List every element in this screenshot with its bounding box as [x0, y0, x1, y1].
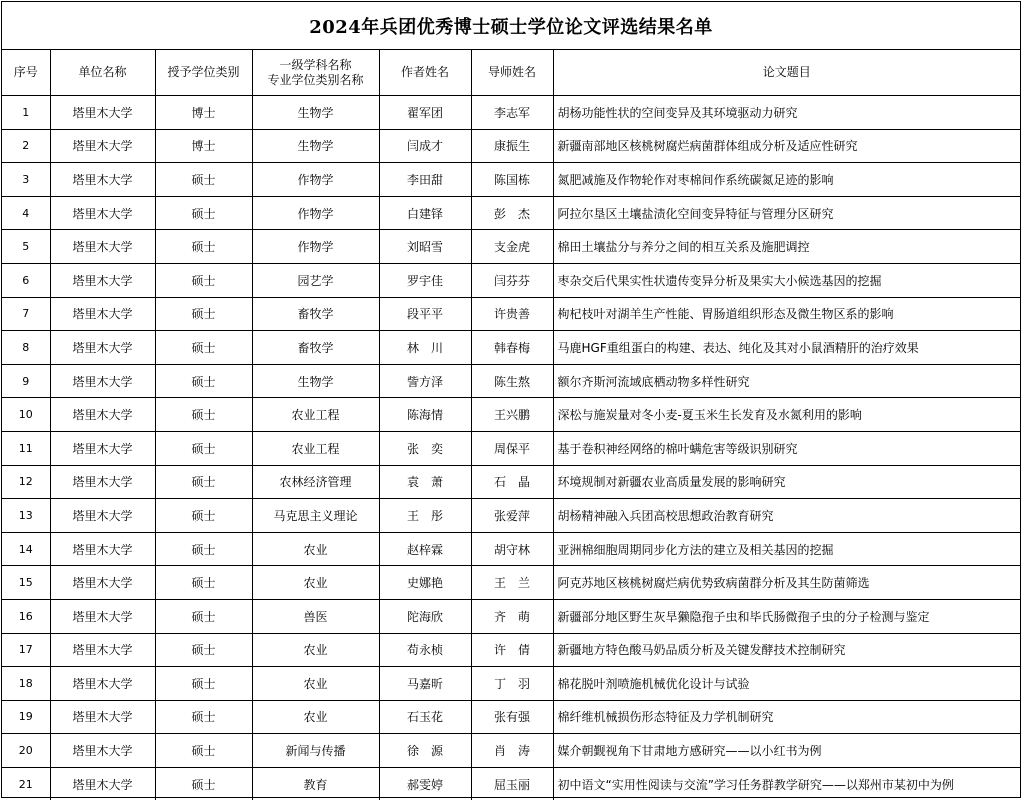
cell-topic: 阿拉尔垦区土壤盐渍化空间变异特征与管理分区研究 [553, 196, 1020, 230]
cell-advisor: 丁 羽 [471, 667, 553, 701]
results-table [2, 50, 1020, 800]
header-topic: 论文题目 [553, 50, 1020, 96]
cell-no: 8 [2, 331, 50, 365]
cell-degree: 硕士 [155, 431, 252, 465]
cell-author: 闫成才 [379, 129, 471, 163]
cell-advisor: 王 兰 [471, 566, 553, 600]
cell-degree: 硕士 [155, 196, 252, 230]
table-row [2, 263, 1020, 297]
table-row [2, 398, 1020, 432]
cell-advisor: 屈玉丽 [471, 767, 553, 800]
cell-topic: 胡杨功能性状的空间变异及其环境驱动力研究 [553, 96, 1020, 130]
header-discipline-line1: 一级学科名称 [279, 57, 352, 72]
cell-author: 陈海情 [379, 398, 471, 432]
table-row [2, 96, 1020, 130]
cell-author: 苟永桢 [379, 633, 471, 667]
cell-unit: 塔里木大学 [50, 364, 155, 398]
cell-author: 郝雯婷 [379, 767, 471, 800]
cell-no: 17 [2, 633, 50, 667]
cell-author: 白建铎 [379, 196, 471, 230]
header-degree: 授予学位类别 [155, 50, 252, 96]
table-row [2, 532, 1020, 566]
cell-no: 9 [2, 364, 50, 398]
cell-advisor: 陈生熬 [471, 364, 553, 398]
cell-unit: 塔里木大学 [50, 599, 155, 633]
cell-author: 林 川 [379, 331, 471, 365]
cell-degree: 硕士 [155, 734, 252, 768]
table-row [2, 431, 1020, 465]
header-no: 序号 [2, 50, 50, 96]
header-discipline-line2: 专业学位类别名称 [267, 72, 364, 87]
cell-degree: 硕士 [155, 465, 252, 499]
cell-unit: 塔里木大学 [50, 734, 155, 768]
cell-unit: 塔里木大学 [50, 465, 155, 499]
cell-discipline: 作物学 [252, 163, 379, 197]
cell-unit: 塔里木大学 [50, 499, 155, 533]
cell-topic: 额尔齐斯河流域底栖动物多样性研究 [553, 364, 1020, 398]
cell-author: 张 奕 [379, 431, 471, 465]
cell-discipline: 畜牧学 [252, 297, 379, 331]
cell-advisor: 张爱萍 [471, 499, 553, 533]
cell-author: 徐 源 [379, 734, 471, 768]
cell-no: 6 [2, 263, 50, 297]
cell-no: 16 [2, 599, 50, 633]
cell-unit: 塔里木大学 [50, 398, 155, 432]
cell-unit: 塔里木大学 [50, 263, 155, 297]
cell-degree: 硕士 [155, 532, 252, 566]
cell-author: 刘昭雪 [379, 230, 471, 264]
cell-unit: 塔里木大学 [50, 532, 155, 566]
cell-unit: 塔里木大学 [50, 667, 155, 701]
cell-author: 史娜艳 [379, 566, 471, 600]
cell-discipline: 农业工程 [252, 398, 379, 432]
cell-advisor: 陈国栋 [471, 163, 553, 197]
cell-degree: 硕士 [155, 163, 252, 197]
table-row [2, 734, 1020, 768]
table-row [2, 767, 1020, 800]
cell-advisor: 彭 杰 [471, 196, 553, 230]
cell-unit: 塔里木大学 [50, 230, 155, 264]
cell-author: 赵梓霖 [379, 532, 471, 566]
cell-author: 袁 萧 [379, 465, 471, 499]
cell-unit: 塔里木大学 [50, 196, 155, 230]
cell-discipline: 兽医 [252, 599, 379, 633]
cell-unit: 塔里木大学 [50, 700, 155, 734]
cell-author: 訾方泽 [379, 364, 471, 398]
cell-advisor: 肖 涛 [471, 734, 553, 768]
cell-no: 20 [2, 734, 50, 768]
cell-unit: 塔里木大学 [50, 566, 155, 600]
table-row [2, 297, 1020, 331]
cell-degree: 硕士 [155, 263, 252, 297]
cell-discipline: 作物学 [252, 196, 379, 230]
table-row [2, 499, 1020, 533]
cell-unit: 塔里木大学 [50, 96, 155, 130]
header-unit: 单位名称 [50, 50, 155, 96]
cell-topic: 枸杞枝叶对湖羊生产性能、胃肠道组织形态及微生物区系的影响 [553, 297, 1020, 331]
cell-topic: 环境规制对新疆农业高质量发展的影响研究 [553, 465, 1020, 499]
cell-discipline: 生物学 [252, 129, 379, 163]
cell-advisor: 齐 萌 [471, 599, 553, 633]
cell-topic: 新疆南部地区核桃树腐烂病菌群体组成分析及适应性研究 [553, 129, 1020, 163]
cell-topic: 枣杂交后代果实性状遗传变异分析及果实大小候选基因的挖掘 [553, 263, 1020, 297]
table-row [2, 230, 1020, 264]
cell-degree: 硕士 [155, 331, 252, 365]
cell-no: 1 [2, 96, 50, 130]
cell-degree: 硕士 [155, 398, 252, 432]
cell-unit: 塔里木大学 [50, 163, 155, 197]
table-row [2, 364, 1020, 398]
cell-advisor: 许 倩 [471, 633, 553, 667]
page-title: 2024年兵团优秀博士硕士学位论文评选结果名单 [2, 2, 1020, 50]
cell-advisor: 闫芬芬 [471, 263, 553, 297]
header-discipline [252, 50, 379, 96]
cell-unit: 塔里木大学 [50, 431, 155, 465]
cell-discipline: 新闻与传播 [252, 734, 379, 768]
cell-degree: 博士 [155, 96, 252, 130]
table-row [2, 129, 1020, 163]
cell-no: 5 [2, 230, 50, 264]
cell-unit: 塔里木大学 [50, 129, 155, 163]
cell-author: 翟军团 [379, 96, 471, 130]
cell-topic: 棉花脱叶剂喷施机械优化设计与试验 [553, 667, 1020, 701]
cell-author: 段平平 [379, 297, 471, 331]
cell-topic: 媒介朝觐视角下甘肃地方感研究——以小红书为例 [553, 734, 1020, 768]
cell-no: 3 [2, 163, 50, 197]
header-author: 作者姓名 [379, 50, 471, 96]
cell-degree: 硕士 [155, 633, 252, 667]
cell-degree: 硕士 [155, 599, 252, 633]
cell-no: 4 [2, 196, 50, 230]
cell-author: 马嘉昕 [379, 667, 471, 701]
cell-topic: 初中语文“实用性阅读与交流”学习任务群教学研究——以郑州市某初中为例 [553, 767, 1020, 800]
cell-unit: 塔里木大学 [50, 331, 155, 365]
cell-advisor: 康振生 [471, 129, 553, 163]
cell-degree: 博士 [155, 129, 252, 163]
cell-no: 14 [2, 532, 50, 566]
cell-degree: 硕士 [155, 767, 252, 800]
table-row [2, 465, 1020, 499]
cell-discipline: 生物学 [252, 364, 379, 398]
cell-author: 罗宇佳 [379, 263, 471, 297]
cell-degree: 硕士 [155, 230, 252, 264]
cell-author: 陀海欣 [379, 599, 471, 633]
table-row [2, 331, 1020, 365]
table-row [2, 667, 1020, 701]
cell-unit: 塔里木大学 [50, 633, 155, 667]
table-row [2, 633, 1020, 667]
cell-topic: 胡杨精神融入兵团高校思想政治教育研究 [553, 499, 1020, 533]
cell-unit: 塔里木大学 [50, 297, 155, 331]
cell-advisor: 周保平 [471, 431, 553, 465]
cell-discipline: 马克思主义理论 [252, 499, 379, 533]
cell-discipline: 农林经济管理 [252, 465, 379, 499]
cell-topic: 新疆地方特色酸马奶品质分析及关键发酵技术控制研究 [553, 633, 1020, 667]
cell-author: 石玉花 [379, 700, 471, 734]
cell-advisor: 张有强 [471, 700, 553, 734]
cell-topic: 基于卷积神经网络的棉叶螨危害等级识别研究 [553, 431, 1020, 465]
cell-topic: 棉纤维机械损伤形态特征及力学机制研究 [553, 700, 1020, 734]
table-row [2, 700, 1020, 734]
cell-topic: 亚洲棉细胞周期同步化方法的建立及相关基因的挖掘 [553, 532, 1020, 566]
cell-discipline: 园艺学 [252, 263, 379, 297]
header-row [2, 50, 1020, 96]
table-row [2, 566, 1020, 600]
cell-discipline: 生物学 [252, 96, 379, 130]
cell-discipline: 畜牧学 [252, 331, 379, 365]
cell-no: 13 [2, 499, 50, 533]
cell-no: 10 [2, 398, 50, 432]
cell-advisor: 支金虎 [471, 230, 553, 264]
cell-discipline: 农业 [252, 667, 379, 701]
cell-discipline: 教育 [252, 767, 379, 800]
cell-topic: 氮肥减施及作物轮作对枣棉间作系统碳氮足迹的影响 [553, 163, 1020, 197]
cell-discipline: 农业 [252, 566, 379, 600]
cell-topic: 深松与施炭量对冬小麦-夏玉米生长发育及水氮利用的影响 [553, 398, 1020, 432]
table-body [2, 96, 1020, 801]
cell-topic: 阿克苏地区核桃树腐烂病优势致病菌群分析及其生防菌筛选 [553, 566, 1020, 600]
cell-discipline: 作物学 [252, 230, 379, 264]
header-advisor: 导师姓名 [471, 50, 553, 96]
results-sheet [1, 1, 1021, 798]
cell-discipline: 农业 [252, 532, 379, 566]
cell-no: 21 [2, 767, 50, 800]
cell-topic: 马鹿HGF重组蛋白的构建、表达、纯化及其对小鼠酒精肝的治疗效果 [553, 331, 1020, 365]
cell-advisor: 石 晶 [471, 465, 553, 499]
cell-no: 15 [2, 566, 50, 600]
cell-no: 18 [2, 667, 50, 701]
cell-degree: 硕士 [155, 499, 252, 533]
cell-degree: 硕士 [155, 364, 252, 398]
cell-no: 2 [2, 129, 50, 163]
cell-author: 王 彤 [379, 499, 471, 533]
cell-topic: 新疆部分地区野生灰旱獭隐孢子虫和毕氏肠微孢子虫的分子检测与鉴定 [553, 599, 1020, 633]
cell-degree: 硕士 [155, 700, 252, 734]
cell-degree: 硕士 [155, 667, 252, 701]
cell-no: 12 [2, 465, 50, 499]
cell-no: 7 [2, 297, 50, 331]
cell-no: 11 [2, 431, 50, 465]
cell-advisor: 胡守林 [471, 532, 553, 566]
cell-advisor: 李志军 [471, 96, 553, 130]
table-row [2, 599, 1020, 633]
cell-author: 李田甜 [379, 163, 471, 197]
cell-degree: 硕士 [155, 297, 252, 331]
cell-advisor: 许贵善 [471, 297, 553, 331]
table-row [2, 196, 1020, 230]
cell-discipline: 农业 [252, 700, 379, 734]
cell-topic: 棉田土壤盐分与养分之间的相互关系及施肥调控 [553, 230, 1020, 264]
cell-no: 19 [2, 700, 50, 734]
cell-discipline: 农业工程 [252, 431, 379, 465]
cell-degree: 硕士 [155, 566, 252, 600]
cell-advisor: 韩春梅 [471, 331, 553, 365]
cell-advisor: 王兴鹏 [471, 398, 553, 432]
cell-unit: 塔里木大学 [50, 767, 155, 800]
table-row [2, 163, 1020, 197]
cell-discipline: 农业 [252, 633, 379, 667]
